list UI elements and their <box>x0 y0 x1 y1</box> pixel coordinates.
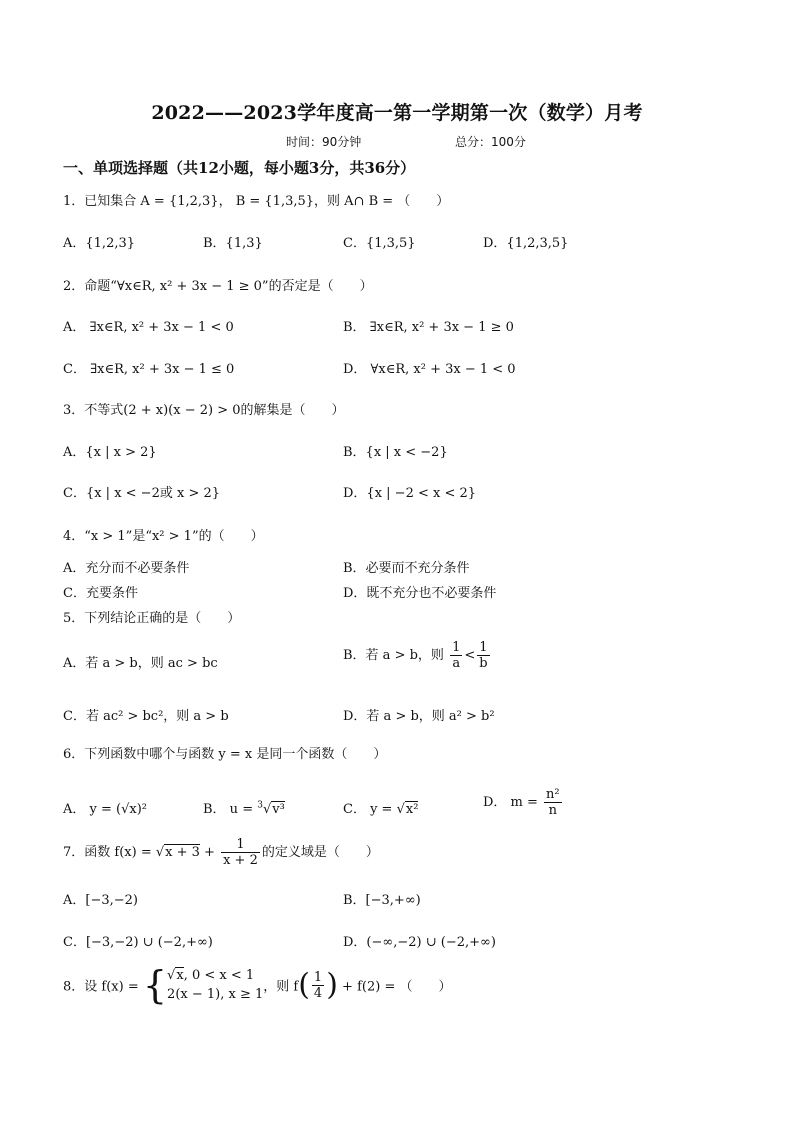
stem-suffix: + f(2) = （ ） <box>337 979 452 995</box>
option-c-prefix: C． y = <box>343 802 397 817</box>
question-3-option-d[interactable]: D．{x | −2 < x < 2} <box>343 486 477 501</box>
question-2-option-d[interactable]: D． ∀x∈R, x² + 3x − 1 < 0 <box>343 362 516 377</box>
question-1-option-b[interactable]: B．{1,3} <box>203 236 263 251</box>
denominator: b <box>479 656 488 671</box>
option-b-prefix: B．若 a > b，则 <box>343 648 444 663</box>
numerator: 1 <box>313 969 323 985</box>
question-1-option-c[interactable]: C．{1,3,5} <box>343 236 416 251</box>
radicand: v³ <box>272 802 285 817</box>
numerator: 1 <box>477 640 489 656</box>
stem-mid: ，则 f <box>263 979 299 995</box>
question-2-stem: 2．命题“∀x∈R, x² + 3x − 1 ≥ 0”的否定是（ ） <box>63 279 373 294</box>
question-1-option-d[interactable]: D．{1,2,3,5} <box>483 236 569 251</box>
denominator: x + 2 <box>223 853 258 868</box>
fraction-n-squared-over-n <box>544 787 562 818</box>
question-5-option-b[interactable] <box>343 640 492 671</box>
section-heading: 一、单项选择题（共12小题，每小题3分，共36分） <box>63 159 416 177</box>
question-4-option-b[interactable]: B．必要而不充分条件 <box>343 561 470 576</box>
denominator: a <box>452 656 461 671</box>
denominator: 4 <box>313 985 323 1001</box>
case-2: 2(x − 1), x ≥ 1 <box>167 987 264 1002</box>
question-5-option-a[interactable]: A．若 a > b，则 ac > bc <box>63 656 218 671</box>
question-4-stem: 4．“x > 1”是“x² > 1”的（ ） <box>63 529 264 544</box>
question-6-option-c[interactable]: C． y = √x² <box>343 802 419 817</box>
numerator: 1 <box>221 837 260 853</box>
radicand: x <box>176 968 184 983</box>
left-brace: { <box>142 963 168 1007</box>
radicand: x² <box>405 802 419 817</box>
option-d-prefix: D． m = <box>483 795 543 810</box>
question-2-option-b[interactable]: B． ∃x∈R, x² + 3x − 1 ≥ 0 <box>343 320 514 335</box>
question-4-option-a[interactable]: A．充分而不必要条件 <box>63 561 190 576</box>
fraction-one-quarter <box>312 970 324 1001</box>
plus-sign: + <box>199 845 220 860</box>
radicand: x + 3 <box>165 845 200 860</box>
stem-prefix: 8．设 f(x) = <box>63 979 143 995</box>
question-7-option-d[interactable]: D．(−∞,−2) ∪ (−2,+∞) <box>343 935 496 950</box>
stem-prefix: 7．函数 f(x) = <box>63 845 156 860</box>
question-3-stem: 3．不等式(2 + x)(x − 2) > 0的解集是（ ） <box>63 403 345 418</box>
page-title: 2022——2023学年度高一第一学期第一次（数学）月考 <box>151 102 643 124</box>
exam-time: 时间：90分钟 <box>286 135 362 149</box>
question-3-option-a[interactable]: A．{x | x > 2} <box>63 445 157 460</box>
piecewise-cases <box>167 966 263 1004</box>
fraction-one-over-b <box>477 640 489 671</box>
question-2-option-a[interactable]: A． ∃x∈R, x² + 3x − 1 < 0 <box>63 320 234 335</box>
question-6-stem: 6．下列函数中哪个与函数 y = x 是同一个函数（ ） <box>63 747 387 762</box>
question-2-option-c[interactable]: C． ∃x∈R, x² + 3x − 1 ≤ 0 <box>63 362 235 377</box>
question-1-stem: 1．已知集合 A = {1,2,3}， B = {1,3,5}，则 A∩ B = （ ） <box>63 194 450 209</box>
question-8-stem <box>63 963 452 1007</box>
question-6-option-a[interactable]: A． y = (√x)² <box>63 802 147 817</box>
right-paren: ) <box>326 967 338 1003</box>
question-5-option-d[interactable]: D．若 a > b，则 a² > b² <box>343 709 495 724</box>
case-1-condition: , 0 < x < 1 <box>183 968 255 983</box>
question-3-option-b[interactable]: B．{x | x < −2} <box>343 445 448 460</box>
question-5-stem: 5．下列结论正确的是（ ） <box>63 611 241 626</box>
question-7-option-a[interactable]: A．[−3,−2) <box>63 893 138 908</box>
question-7-option-b[interactable]: B．[−3,+∞) <box>343 893 421 908</box>
denominator: n <box>548 803 558 818</box>
stem-suffix: 的定义域是（ ） <box>261 845 379 860</box>
question-1-option-a[interactable]: A．{1,2,3} <box>63 236 136 251</box>
question-4-option-c[interactable]: C．充要条件 <box>63 586 138 601</box>
total-score: 总分：100分 <box>455 135 526 149</box>
question-6-option-d[interactable] <box>483 787 564 818</box>
option-b-prefix: B． u = <box>203 802 258 817</box>
less-than-sign: < <box>464 648 476 663</box>
question-4-option-d[interactable]: D．既不充分也不必要条件 <box>343 586 497 601</box>
fraction-one-over-a <box>450 640 462 671</box>
question-3-option-c[interactable]: C．{x | x < −2或 x > 2} <box>63 486 221 501</box>
question-7-option-c[interactable]: C．[−3,−2) ∪ (−2,+∞) <box>63 935 213 950</box>
question-5-option-c[interactable]: C．若 ac² > bc²，则 a > b <box>63 709 229 724</box>
numerator: 1 <box>452 640 461 655</box>
fraction-one-over-x-plus-2 <box>221 837 260 868</box>
numerator: n² <box>546 787 560 802</box>
question-6-option-b[interactable]: B． u = $^3$√v³ <box>203 800 285 817</box>
question-7-stem: 7．函数 f(x) = √x + 3 + $\frac{1}{x + 2}$ 的定义域是（ ） <box>63 837 379 868</box>
root-index: 3 <box>257 800 263 811</box>
case-1: √x, 0 < x < 1 <box>167 968 255 983</box>
left-paren: ( <box>298 967 310 1003</box>
